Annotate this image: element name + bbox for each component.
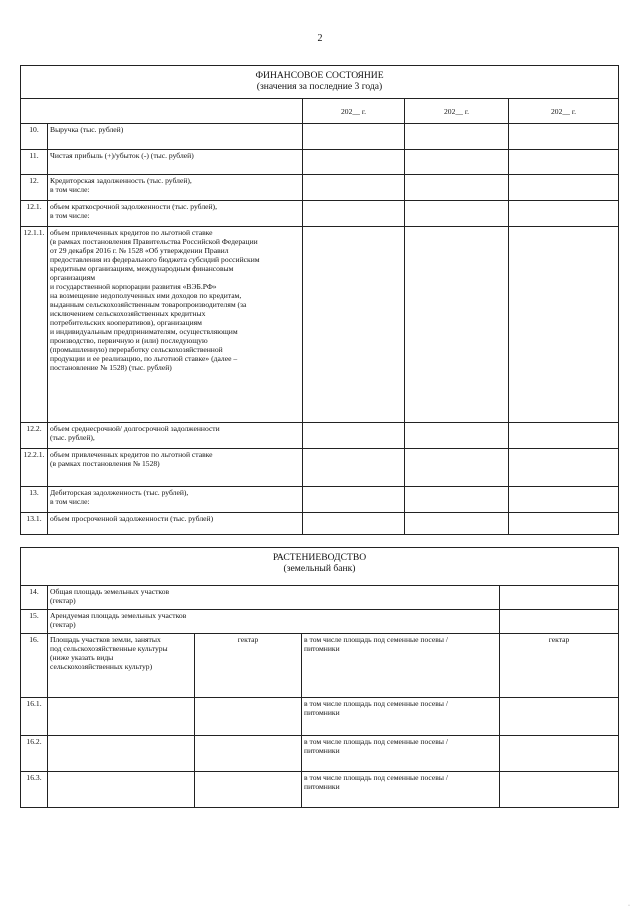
row-label: объем просроченной задолженности (тыс. рублей) [48, 513, 303, 535]
crop-header [21, 548, 619, 586]
unit-label: гектар [195, 634, 302, 698]
row-label: Чистая прибыль (+)/убыток (-) (тыс. рублей) [48, 150, 303, 175]
section-title: РАСТЕНИЕВОДСТВО [272, 552, 367, 563]
row-number: 12.2. [21, 423, 48, 449]
seed-area-cell[interactable] [500, 772, 619, 808]
row-label: Арендуемая площадь земельных участков (гектар) [48, 610, 500, 634]
year-col-1: 202__ г. [303, 99, 405, 124]
financial-header [21, 66, 619, 99]
row-label: объем среднесрочной/ долгосрочной задолженности (тыс. рублей), [48, 423, 303, 449]
value-cell-year-1[interactable] [303, 150, 405, 175]
value-cell-year-3[interactable] [509, 201, 619, 227]
value-cell[interactable] [500, 586, 619, 610]
table-row [21, 449, 619, 487]
year-header-blank [21, 99, 303, 124]
row-number: 15. [21, 610, 48, 634]
value-cell-year-2[interactable] [405, 423, 509, 449]
value-cell-year-2[interactable] [405, 150, 509, 175]
value-cell-year-2[interactable] [405, 124, 509, 150]
table-row [21, 772, 619, 808]
table-row [21, 124, 619, 150]
value-cell-year-2[interactable] [405, 201, 509, 227]
row-label: Площадь участков земли, занятых под сельскохозяйственные культуры (ниже указать виды сельскохозяйственных культур) [48, 634, 195, 698]
table-row [21, 736, 619, 772]
section-subtitle: (значения за последние 3 года) [256, 81, 383, 92]
value-cell-year-1[interactable] [303, 227, 405, 423]
table-row [21, 610, 619, 634]
seed-label: в том числе площадь под семенные посевы / питомники [302, 698, 500, 736]
value-cell-year-3[interactable] [509, 423, 619, 449]
value-cell-year-1[interactable] [303, 487, 405, 513]
row-number: 16.3. [21, 772, 48, 808]
row-label: объем привлеченных кредитов по льготной ставке (в рамках постановления № 1528) [48, 449, 303, 487]
year-col-2: 202__ г. [405, 99, 509, 124]
area-cell[interactable] [195, 698, 302, 736]
table-row [21, 487, 619, 513]
value-cell-year-1[interactable] [303, 423, 405, 449]
row-number: 12.1.1. [21, 227, 48, 423]
value-cell-year-3[interactable] [509, 175, 619, 201]
row-label: Дебиторская задолженность (тыс. рублей), в том числе: [48, 487, 303, 513]
year-col-3: 202__ г. [509, 99, 619, 124]
value-cell-year-3[interactable] [509, 449, 619, 487]
table-row [21, 634, 619, 698]
row-label: объем краткосрочной задолженности (тыс. рублей), в том числе: [48, 201, 303, 227]
value-cell-year-1[interactable] [303, 201, 405, 227]
seed-label: в том числе площадь под семенные посевы / питомники [302, 736, 500, 772]
row-label: объем привлеченных кредитов по льготной ставке (в рамках постановления Правительства Российской Федерации от 29 декабря 2016 г. № 1528 «Об утверждении Правил предоставления из федерального бюджета субсидий российским кредитным организациям, международным финансовым организациям и государственной корпорации развития «ВЭБ.РФ» на возмещение недополученных ими доходов по кредитам, выданным сельскохозяйственным товаропроизводителям (за исключением сельскохозяйственных кредитных потребительских кооперативов), организациям и индивидуальным предпринимателям, осуществляющим производство, первичную и (или) последующую (промышленную) переработку сельскохозяйственной продукции и ее реализацию, по льготной ставке» (далее – постановление № 1528) (тыс. рублей) [48, 227, 303, 423]
value-cell-year-2[interactable] [405, 513, 509, 535]
row-number: 12.2.1. [21, 449, 48, 487]
row-number: 16. [21, 634, 48, 698]
row-number: 16.1. [21, 698, 48, 736]
table-row [21, 150, 619, 175]
scan-mark: · [628, 903, 630, 909]
value-cell-year-3[interactable] [509, 513, 619, 535]
value-cell[interactable] [500, 610, 619, 634]
section-subtitle: (земельный банк) [283, 563, 356, 574]
value-cell-year-3[interactable] [509, 227, 619, 423]
page-number: 2 [317, 33, 323, 44]
crop-name-cell[interactable] [48, 772, 195, 808]
table-row [21, 586, 619, 610]
table-row [21, 698, 619, 736]
value-cell-year-3[interactable] [509, 124, 619, 150]
table-row [21, 175, 619, 201]
unit-label: гектар [500, 634, 619, 698]
value-cell-year-1[interactable] [303, 513, 405, 535]
table-row [21, 423, 619, 449]
seed-area-cell[interactable] [500, 698, 619, 736]
table-row [21, 201, 619, 227]
row-label: Кредиторская задолженность (тыс. рублей), в том числе: [48, 175, 303, 201]
row-number: 13.1. [21, 513, 48, 535]
value-cell-year-3[interactable] [509, 487, 619, 513]
crop-table [20, 547, 619, 808]
table-row [21, 227, 619, 423]
row-number: 16.2. [21, 736, 48, 772]
row-label: Общая площадь земельных участков (гектар) [48, 586, 500, 610]
crop-name-cell[interactable] [48, 736, 195, 772]
row-number: 13. [21, 487, 48, 513]
row-number: 10. [21, 124, 48, 150]
row-number: 12. [21, 175, 48, 201]
row-number: 14. [21, 586, 48, 610]
area-cell[interactable] [195, 736, 302, 772]
section-title: ФИНАНСОВОЕ СОСТОЯНИЕ [255, 70, 384, 81]
value-cell-year-1[interactable] [303, 124, 405, 150]
value-cell-year-2[interactable] [405, 227, 509, 423]
crop-name-cell[interactable] [48, 698, 195, 736]
seed-label: в том числе площадь под семенные посевы / питомники [302, 772, 500, 808]
value-cell-year-2[interactable] [405, 175, 509, 201]
financial-table [20, 65, 619, 535]
row-number: 11. [21, 150, 48, 175]
row-number: 12.1. [21, 201, 48, 227]
row-label: Выручка (тыс. рублей) [48, 124, 303, 150]
area-cell[interactable] [195, 772, 302, 808]
table-row [21, 513, 619, 535]
seed-label: в том числе площадь под семенные посевы / питомники [302, 634, 500, 698]
value-cell-year-2[interactable] [405, 487, 509, 513]
seed-area-cell[interactable] [500, 736, 619, 772]
value-cell-year-2[interactable] [405, 449, 509, 487]
value-cell-year-1[interactable] [303, 175, 405, 201]
value-cell-year-3[interactable] [509, 150, 619, 175]
value-cell-year-1[interactable] [303, 449, 405, 487]
